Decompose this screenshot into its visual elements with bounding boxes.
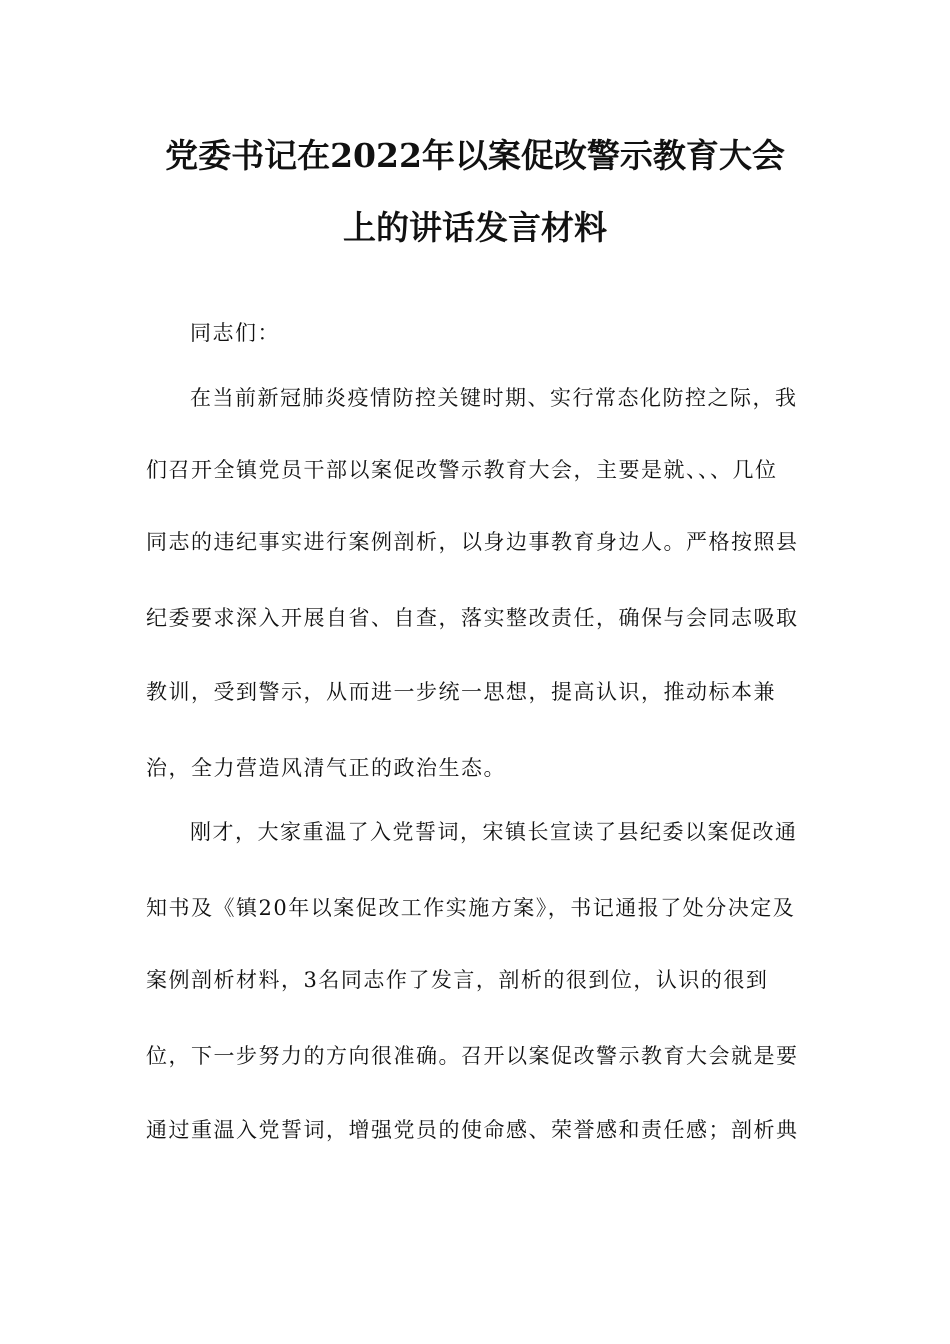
document-title-line-1: 党委书记在2022年以案促改警示教育大会 <box>165 136 785 175</box>
body-line: 刚才，大家重温了入党誓词，宋镇长宣读了县纪委以案促改通 <box>190 820 798 844</box>
body-line: 教训，受到警示，从而进一步统一思想，提高认识，推动标本兼 <box>146 680 776 704</box>
document-title-line-2: 上的讲话发言材料 <box>343 208 607 247</box>
body-line: 位，下一步努力的方向很准确。召开以案促改警示教育大会就是要 <box>146 1044 799 1068</box>
body-line: 案例剖析材料，3名同志作了发言，剖析的很到位，认识的很到 <box>146 968 769 992</box>
salutation: 同志们： <box>190 321 280 345</box>
body-line: 在当前新冠肺炎疫情防控关键时期、实行常态化防控之际，我 <box>190 386 798 410</box>
body-line: 通过重温入党誓词，增强党员的使命感、荣誉感和责任感；剖析典 <box>146 1118 799 1142</box>
body-line: 同志的违纪事实进行案例剖析，以身边事教育身边人。严格按照县 <box>146 530 799 554</box>
body-line: 治，全力营造风清气正的政治生态。 <box>146 756 506 780</box>
body-line: 们召开全镇党员干部以案促改警示教育大会，主要是就、、、几位 <box>146 458 778 482</box>
body-line: 知书及《镇20年以案促改工作实施方案》，书记通报了处分决定及 <box>146 896 796 920</box>
body-line: 纪委要求深入开展自省、自查，落实整改责任，确保与会同志吸取 <box>146 606 799 630</box>
